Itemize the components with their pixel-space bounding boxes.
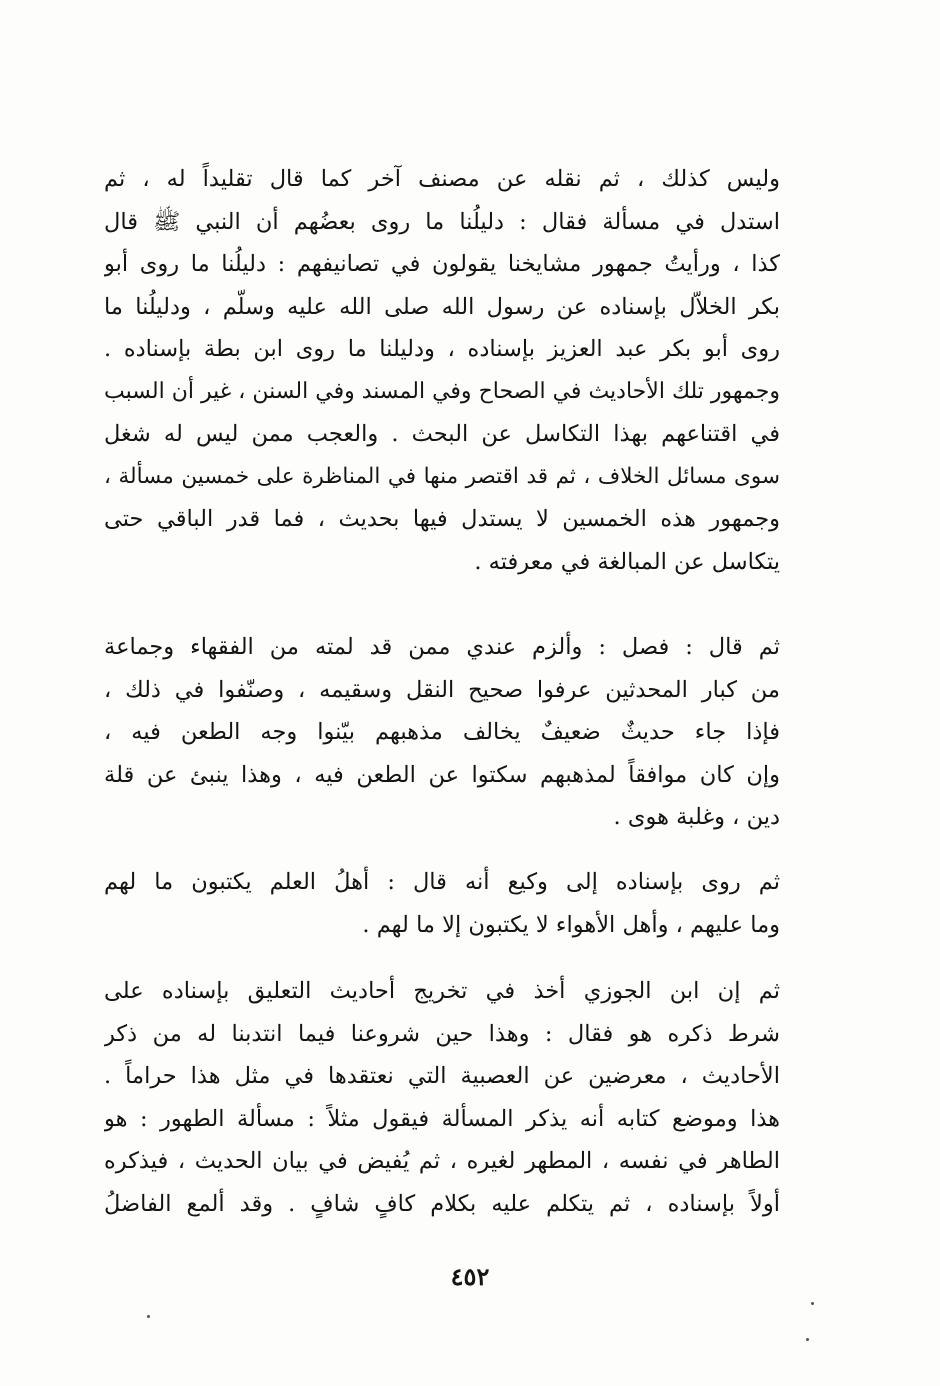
text-line: كذا ، ورأيتُ جمهور مشايخنا يقولون في تصانيفهم : دليلُنا ما روى أبو <box>104 251 780 277</box>
paragraph-4 <box>104 970 780 1225</box>
text-line: وجمهور هذه الخمسين لا يستدل فيها بحديث ، فما قدر الباقي حتى <box>104 506 780 532</box>
text-line: ثم روى بإسناده إلى وكيع أنه قال : أهلُ العلم يكتبون ما لهم <box>104 869 780 895</box>
text-line: وما عليهم ، وأهل الأهواء لا يكتبون إلا ما لهم . <box>362 911 780 938</box>
text-line: الطاهر في نفسه ، المطهر لغيره ، ثم يُفيض في بيان الحديث ، فيذكره <box>104 1148 780 1174</box>
text-line: هذا وموضع كتابه أنه يذكر المسألة فيقول مثلاً : مسألة الطهور : هو <box>104 1105 780 1132</box>
scan-speck <box>806 1338 809 1341</box>
text-line: روى أبو بكر عبد العزيز بإسناده ، ودليلنا ما روى ابن بطة بإسناده . <box>104 336 780 362</box>
page-number: ٤٥٢ <box>450 1262 490 1291</box>
scan-speck <box>147 1315 150 1318</box>
text-line: وإن كان موافقاً لمذهبهم سكتوا عن الطعن فيه ، وهذا ينبئ عن قلة <box>104 761 780 788</box>
scan-speck <box>811 1302 814 1305</box>
text-line: يتكاسل عن المبالغة في معرفته . <box>474 548 780 575</box>
text-line: أولاً بإسناده ، ثم يتكلم عليه بكلام كافٍ شافٍ . وقد ألمع الفاضلُ <box>104 1190 780 1217</box>
text-line: ثم قال : فصل : وألزم عندي ممن قد لمته من الفقهاء وجماعة <box>104 634 780 660</box>
text-line: ثم إن ابن الجوزي أخذ في تخريج أحاديث التعليق بإسناده على <box>104 978 780 1004</box>
text-line: وليس كذلك ، ثم نقله عن مصنف آخر كما قال تقليداً له ، ثم <box>104 166 780 192</box>
text-line: في اقتناعهم بهذا التكاسل عن البحث . والعجب ممن ليس له شغل <box>104 421 780 447</box>
text-line: الأحاديث ، معرضين عن العصبية التي نعتقدها في مثل هذا حراماً . <box>104 1063 780 1089</box>
text-line: استدل في مسألة فقال : دليلُنا ما روى بعضُهم أن النبي ﷺ قال <box>104 208 780 235</box>
text-line: بكر الخلاّل بإسناده عن رسول الله صلى الله عليه وسلّم ، ودليلُنا ما <box>104 293 780 320</box>
paragraph-2 <box>104 626 780 839</box>
text-line: فإذا جاء حديثٌ ضعيفٌ يخالف مذهبهم بيّنوا وجه الطعن فيه ، <box>104 719 780 745</box>
text-line: من كبار المحدثين عرفوا صحيح النقل وسقيمه ، وصنّفوا في ذلك ، <box>104 676 780 703</box>
paragraph-3 <box>104 861 780 946</box>
text-line: دين ، وغلبة هوى . <box>613 804 780 830</box>
text-line: وجمهور تلك الأحاديث في الصحاح وفي المسند وفي السنن ، غير أن السبب <box>104 378 780 404</box>
text-line: شرط ذكره هو فقال : وهذا حين شروعنا فيما انتدبنا له من ذكر <box>104 1020 780 1047</box>
paragraph-1 <box>104 158 780 583</box>
text-line: سوى مسائل الخلاف ، ثم قد اقتصر منها في المناظرة على خمسين مسألة ، <box>104 463 780 489</box>
